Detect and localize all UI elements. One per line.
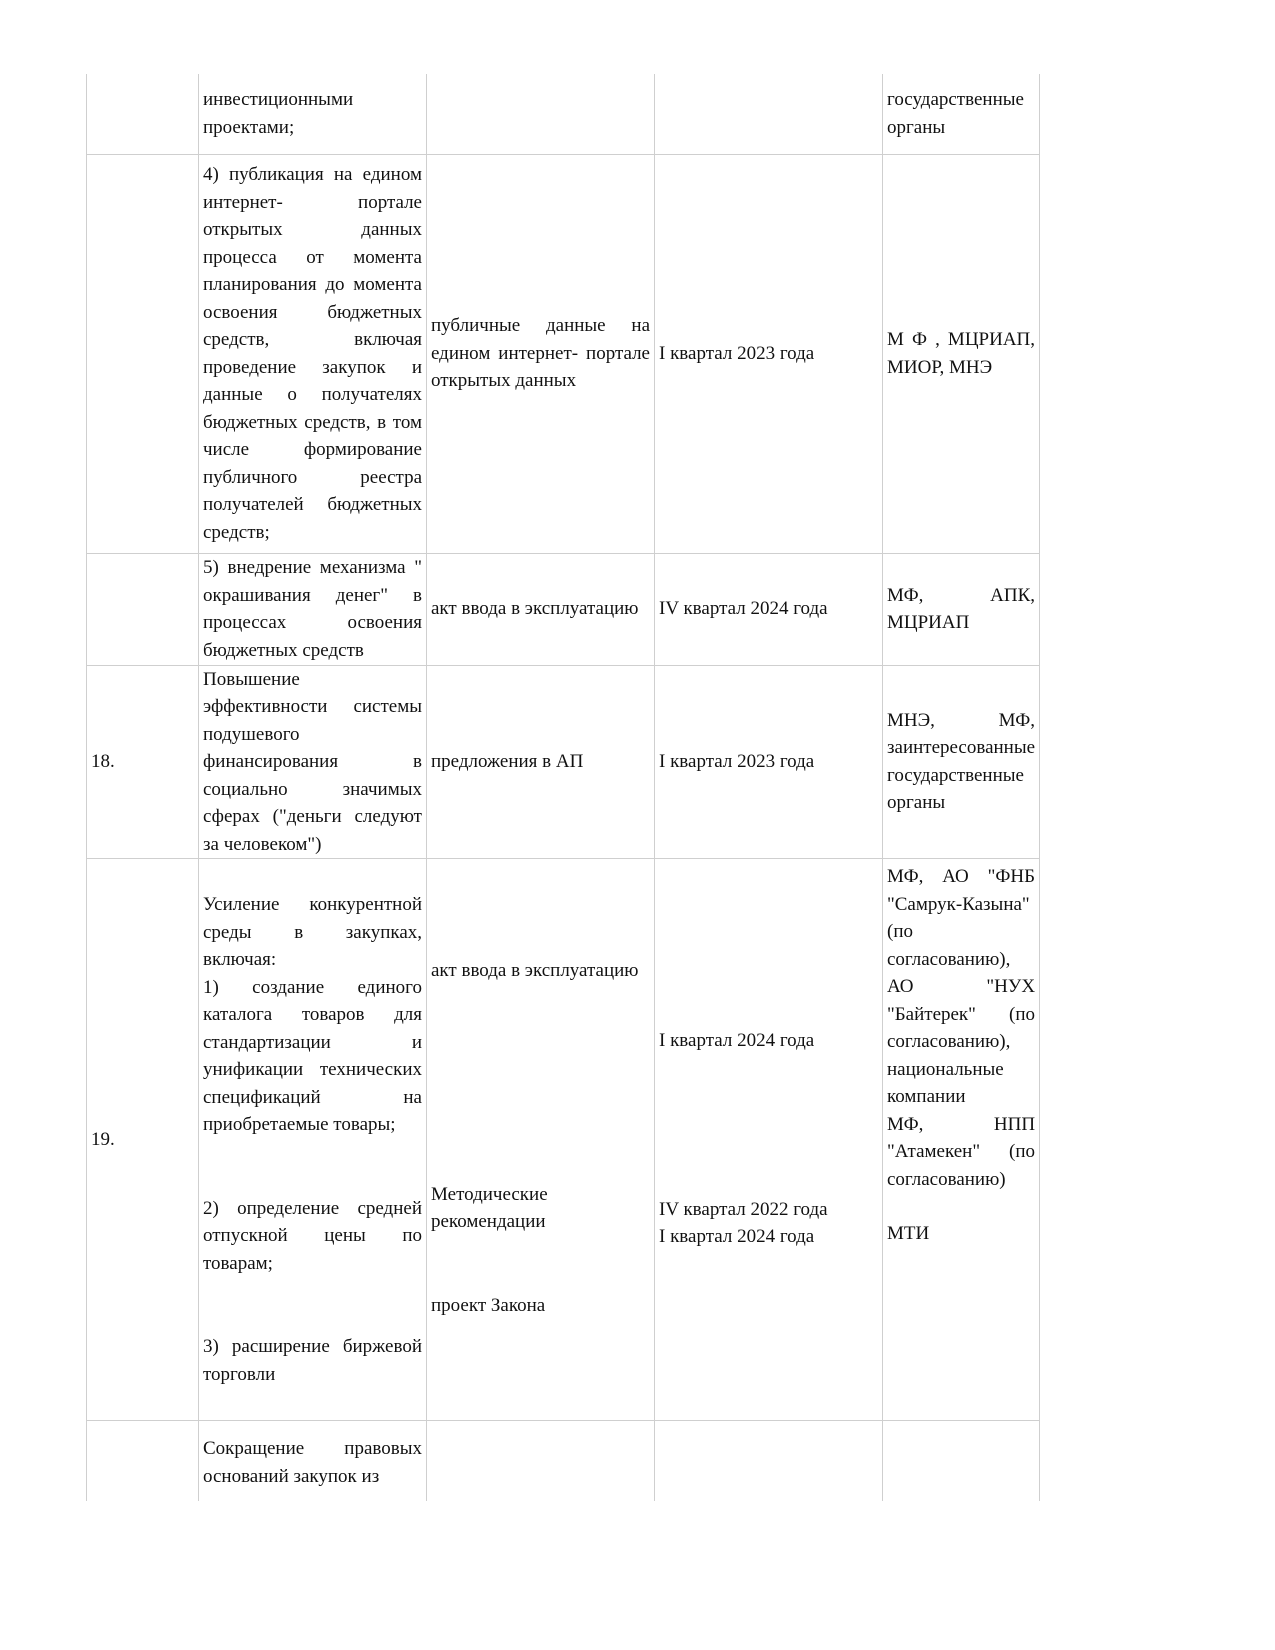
action-subitem-2: 2) определение средней отпускной цены по товарам; <box>203 1197 422 1274</box>
spacer <box>431 1236 650 1292</box>
row-number <box>87 154 199 553</box>
spacer <box>431 985 650 1181</box>
row-number <box>87 553 199 665</box>
table-row <box>87 553 1040 665</box>
deadline-cell <box>655 74 883 154</box>
form-subitem-3: проект Закона <box>431 1294 546 1316</box>
responsible-cell: государственные органы <box>883 74 1040 154</box>
deadline-cell: I квартал 2023 года <box>655 154 883 553</box>
row-number: 18. <box>87 665 199 859</box>
deadline-subitem-2: IV квартал 2022 года <box>659 1198 828 1220</box>
table-row <box>87 859 1040 1421</box>
action-cell: Сокращение правовых оснований закупок из <box>199 1421 427 1501</box>
completion-form-cell: акт ввода в эксплуатацию <box>427 553 655 665</box>
action-cell <box>199 859 427 1421</box>
deadline-cell <box>655 1421 883 1501</box>
table-row <box>87 154 1040 553</box>
table-row <box>87 665 1040 859</box>
row-number <box>87 74 199 154</box>
action-cell: инвестиционными проектами; <box>199 74 427 154</box>
completion-form-cell: предложения в АП <box>427 665 655 859</box>
action-cell: Повышение эффективности системы подушевого финансирования в социально значимых сферах ("деньги следуют за человеком") <box>199 665 427 859</box>
responsible-cell <box>883 1421 1040 1501</box>
spacer <box>887 1193 1035 1220</box>
deadline-subitem-3: I квартал 2024 года <box>659 1226 815 1247</box>
responsible-cell: М Ф , МЦРИАП, МИОР, МНЭ <box>883 154 1040 553</box>
row-number <box>87 1421 199 1501</box>
responsible-subitem-1: МФ, АО "ФНБ "Самрук-Казына" (по согласованию), АО "НУХ "Байтерек" (по согласованию), национальные компании <box>887 866 1036 1107</box>
table-row <box>87 1421 1040 1501</box>
completion-form-cell <box>427 74 655 154</box>
responsible-cell <box>883 859 1040 1421</box>
spacer <box>203 1277 422 1333</box>
deadline-cell <box>655 859 883 1421</box>
action-subitem-3: 3) расширение биржевой торговли <box>203 1336 422 1385</box>
responsible-cell: МНЭ, МФ, заинтересованные государственные органы <box>883 665 1040 859</box>
completion-form-cell <box>427 859 655 1421</box>
spacer <box>659 1055 878 1196</box>
action-plan-table <box>86 74 1040 1501</box>
deadline-subitem-1: I квартал 2024 года <box>659 1030 815 1051</box>
spacer <box>203 1139 422 1195</box>
form-subitem-2: Методические рекомендации <box>431 1183 548 1232</box>
completion-form-cell: публичные данные на едином интернет- портале открытых данных <box>427 154 655 553</box>
action-subitem-1: 1) создание единого каталога товаров для стандартизации и унификации технических спецификаций на приобретаемые товары; <box>203 976 422 1135</box>
responsible-cell: МФ, АПК, МЦРИАП <box>883 553 1040 665</box>
deadline-cell: I квартал 2023 года <box>655 665 883 859</box>
responsible-subitem-3: МТИ <box>887 1223 930 1244</box>
completion-form-cell <box>427 1421 655 1501</box>
responsible-subitem-2: МФ, НПП "Атамекен" (по согласованию) <box>887 1113 1036 1190</box>
action-cell: 4) публикация на едином интернет- портале открытых данных процесса от момента планирования до момента освоения бюджетных средств, включая проведение закупок и данные о получателях бюджетных средств, в том числе формирование публичного реестра получателей бюджетных средств; <box>199 154 427 553</box>
table-row <box>87 74 1040 154</box>
action-cell: 5) внедрение механизма " окрашивания денег" в процессах освоения бюджетных средств <box>199 553 427 665</box>
deadline-cell: IV квартал 2024 года <box>655 553 883 665</box>
action-intro: Усиление конкурентной среды в закупках, включая: <box>203 894 422 970</box>
form-subitem-1: акт ввода в эксплуатацию <box>431 960 639 981</box>
row-number: 19. <box>87 859 199 1421</box>
